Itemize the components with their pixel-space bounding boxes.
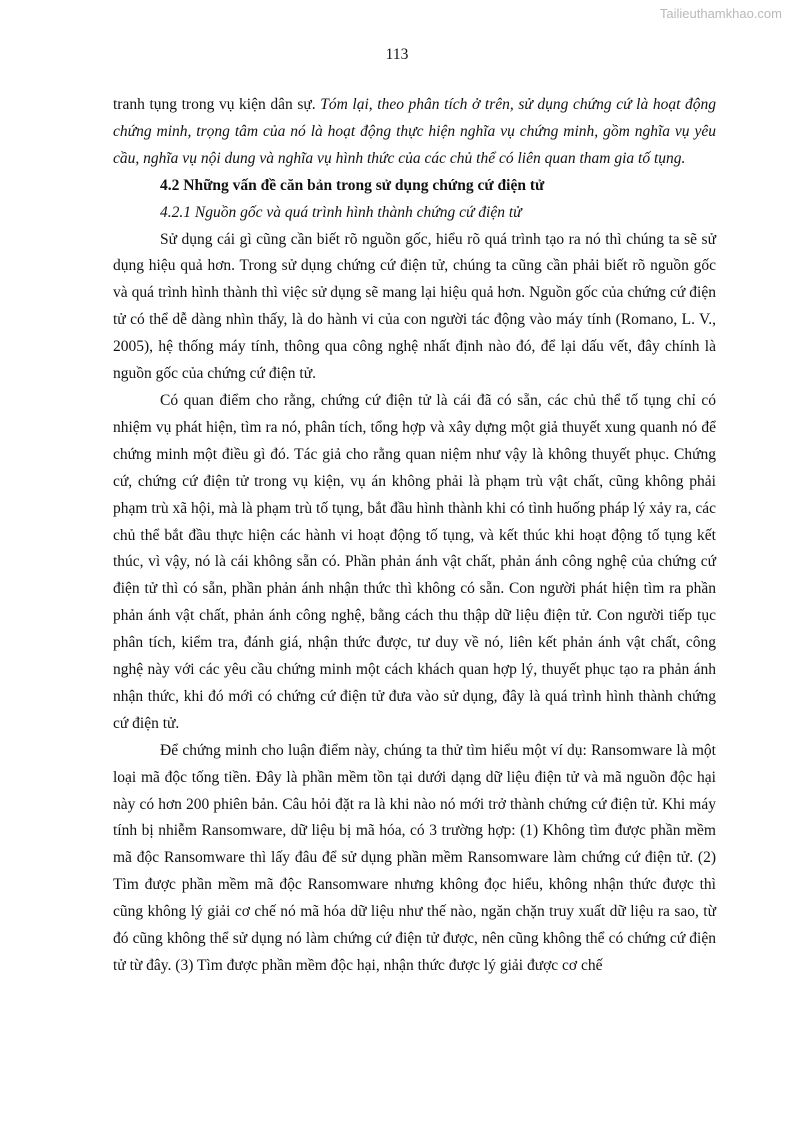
intro-text: tranh tụng trong vụ kiện dân sự. [113,96,321,113]
paragraph-example: Để chứng minh cho luận điểm này, chúng ta thử tìm hiểu một ví dụ: Ransomware là một loại mã độc tống tiền. Đây là phần mềm tồn tại dưới dạng dữ liệu điện tử và mã nguồn độc hại này có hơn 200 phiên bản. Câu hỏi đặt ra là khi nào nó mới trở thành chứng cứ điện tử. Khi máy tính bị nhiễm Ransomware, dữ liệu bị mã hóa, có 3 trường hợp: (1) Không tìm được phần mềm mã độc Ransomware thì lấy đâu để sử dụng phần mềm Ransomware làm chứng cứ điện tử. (2) Tìm được phần mềm mã độc Ransomware nhưng không đọc hiểu, không nhận thức được thì cũng không lý giải cơ chế nó mã hóa dữ liệu như thế nào, ngăn chặn truy xuất dữ liệu ra sao, từ đó cũng không thể sử dụng nó làm chứng cứ điện tử được, nên cũng không thể có chứng cứ điện tử từ đây. (3) Tìm được phần mềm độc hại, nhận thức được lý giải được cơ chế [113,741,716,974]
intro-italic-text: Tóm lại, theo phân tích ở trên, sử dụng chứng cứ là hoạt động chứng minh, trọng tâm của nó là hoạt động thực hiện nghĩa vụ chứng minh, gồm nghĩa vụ yêu cầu, nghĩa vụ nội dung và nghĩa vụ hình thức của các chủ thể có liên quan tham gia tố tụng. [113,96,716,167]
intro-paragraph [113,92,716,173]
watermark: Tailieuthamkhao.com [659,6,782,21]
page-number: 113 [385,46,409,63]
subsection-heading: 4.2.1 Nguồn gốc và quá trình hình thành chứng cứ điện tử [160,203,522,221]
section-heading: 4.2 Những vấn đề căn bản trong sử dụng chứng cứ điện tử [160,176,545,194]
paragraph-origin: Sử dụng cái gì cũng cần biết rõ nguồn gốc, hiểu rõ quá trình tạo ra nó thì chúng ta sẽ sử dụng hiệu quả hơn. Trong sử dụng chứng cứ điện tử, chúng ta cũng cần phải biết rõ nguồn gốc và quá trình hình thành thì việc sử dụng sẽ mang lại hiệu quả hơn. Nguồn gốc của chứng cứ điện tử có thể dễ dàng nhìn thấy, là do hành vi của con người tác động vào máy tính (Romano, L. V., 2005), hệ thống máy tính, thông qua công nghệ nhất định nào đó, để lại dấu vết, đây chính là nguồn gốc của chứng cứ điện tử. [113,230,716,383]
paragraph-viewpoint: Có quan điểm cho rằng, chứng cứ điện tử là cái đã có sẵn, các chủ thể tố tụng chỉ có nhiệm vụ phát hiện, tìm ra nó, phân tích, tổng hợp và xây dựng một giả thuyết xung quanh nó để chứng minh một điều gì đó. Tác giả cho rằng quan niệm như vậy là không thuyết phục. Chứng cứ, chứng cứ điện tử trong vụ kiện, vụ án không phải là phạm trù vật chất, cũng không phải phạm trù xã hội, mà là phạm trù tố tụng, bắt đầu hình thành khi có tình huống pháp lý xảy ra, các chủ thể bắt đầu thực hiện các hành vi hoạt động tố tụng, và kết thúc khi hoạt động tố tụng kết thúc, vì vậy, nó là cái không sẵn có. Phần phản ánh vật chất, phản ánh công nghệ của chứng cứ điện tử thì có sẵn, phần phản ánh nhận thức thì không có sẵn. Con người phát hiện tìm ra phần phản ánh vật chất, phản ánh công nghệ, bằng cách thu thập dữ liệu điện tử. Con người tiếp tục phân tích, kiểm tra, đánh giá, nhận thức được, tư duy về nó, liên kết phản ánh vật chất, công nghệ này với các yêu cầu chứng minh một cách khách quan hợp lý, thuyết phục tạo ra phản ánh nhận thức, khi đó mới có chứng cứ điện tử đưa vào sử dụng, đây là quá trình hình thành chứng cứ điện tử. [113,391,716,732]
page-body [113,92,716,980]
